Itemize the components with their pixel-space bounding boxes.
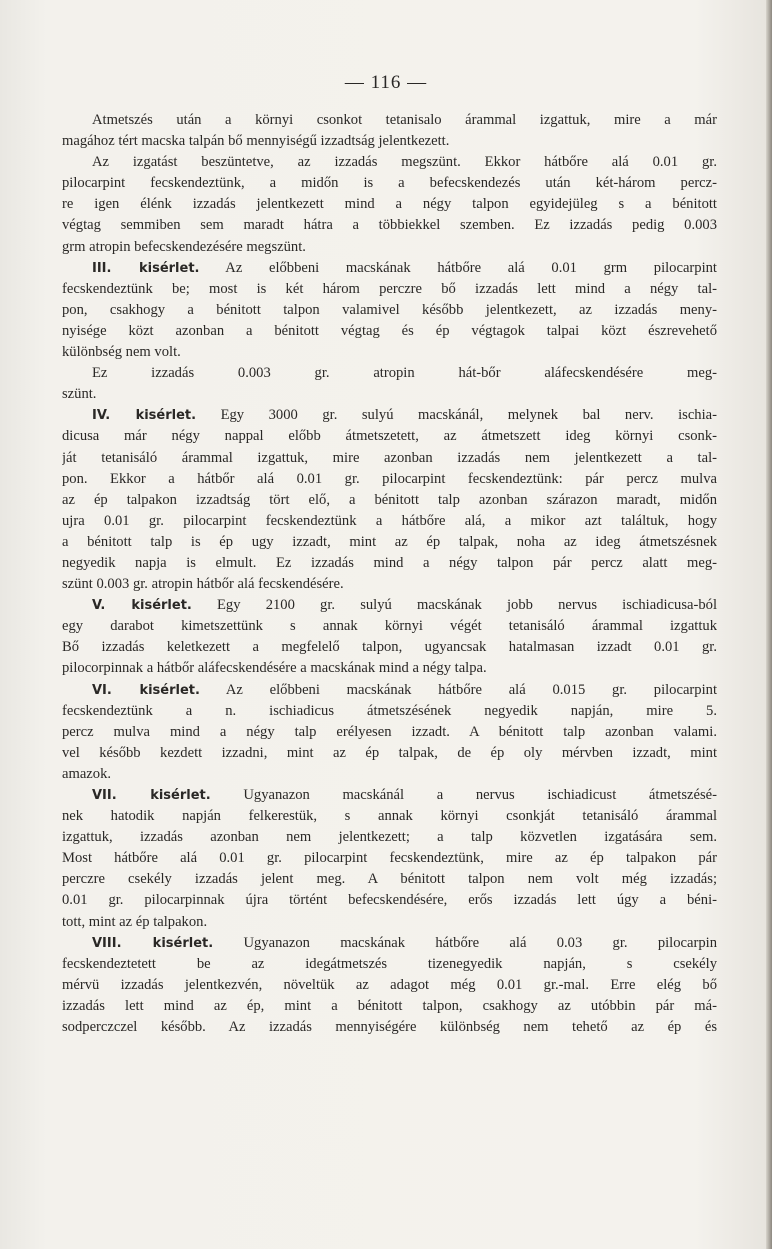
line-text: Az előbbeni macskának hátbőre alá 0.01 grm pilocarpint <box>199 259 717 276</box>
line-text: sodperczczel később. Az izzadás mennyiségére különbség nem tehető az ép és <box>62 1019 717 1036</box>
text-line <box>62 553 717 574</box>
text-line <box>62 869 717 890</box>
text-line <box>62 743 717 764</box>
experiment-heading: IV. kisérlet. <box>92 408 197 424</box>
line-text: vel később kezdett izzadni, mint az ép talpak, de ép oly mérvben izzadt, mint <box>62 744 717 761</box>
text-line <box>62 764 717 785</box>
text-line <box>62 806 717 827</box>
line-text: végtag semmiben sem maradt hátra a többiekkel szemben. Ez izzadás pedig 0.003 <box>62 217 717 234</box>
experiment-heading: VII. kisérlet. <box>92 788 211 803</box>
text-line <box>62 469 717 490</box>
text-line <box>62 384 717 405</box>
line-text: Most hátbőre alá 0.01 gr. pilocarpint fecskendeztünk, mire az ép talpakon pár <box>62 850 717 867</box>
line-text: Ez izzadás 0.003 gr. atropin hát-bőr aláfecskendésére meg- <box>92 365 717 382</box>
line-text: mérvü izzadás jelentkezvén, növeltük az adagot még 0.01 gr.-mal. Erre elég bő <box>62 976 717 993</box>
text-line <box>62 658 717 679</box>
text-line <box>62 363 717 384</box>
experiment-heading: III. kisérlet. <box>92 260 200 276</box>
line-text: a bénitott talp is ép ugy izzadt, mint az ép talpak, noha az ideg átmetszésnek <box>62 533 717 550</box>
text-line <box>62 131 717 152</box>
line-text: percz mulva mind a négy talp erélyesen izzadt. A bénitott talp azonban valami. <box>62 723 717 740</box>
text-line <box>62 933 717 954</box>
line-text: 0.01 gr. pilocarpinnak újra történt befecskendésére, erős izzadás lett úgy a béni- <box>62 892 717 909</box>
text-line <box>62 258 717 279</box>
line-text: nyisége közt azonban a bénitott végtag és ép végtagok talpai közt észrevehető <box>62 322 717 339</box>
experiment-heading: V. kisérlet. <box>92 598 192 614</box>
body-text <box>62 110 717 1038</box>
page-number: — 116 — <box>344 72 428 93</box>
text-line <box>62 616 717 637</box>
text-line <box>62 448 717 469</box>
text-line <box>62 300 717 321</box>
text-line <box>62 637 717 658</box>
text-line <box>62 574 717 595</box>
line-text: fecskendeztünk a n. ischiadicus átmetszésének negyedik napján, mire 5. <box>62 702 717 719</box>
text-line <box>62 975 717 996</box>
text-line <box>62 194 717 215</box>
line-text: ujra 0.01 gr. pilocarpint fecskendeztünk a hátbőre alá, a mikor azt találtuk, hogy <box>62 512 717 529</box>
line-text: amazok. <box>62 765 112 782</box>
text-line <box>62 722 717 743</box>
text-line <box>62 532 717 553</box>
line-text: dicusa már négy nappal előbb átmetszetett, az átmetszett ideg környi csonk- <box>62 428 717 445</box>
line-text: Ugyanazon macskánál a nervus ischiadicust átmetszésé- <box>210 787 717 803</box>
line-text: tott, mint az ép talpakon. <box>62 913 208 930</box>
line-text: pon, csakhogy a bénitott talpon valamivel később jelentkezett, az izzadás meny- <box>62 301 717 318</box>
text-line <box>62 342 717 363</box>
line-text: fecskendeztetett be az idegátmetszés tizenegyedik napján, s csekély <box>62 955 717 972</box>
text-line <box>62 110 717 131</box>
text-line <box>62 1017 717 1038</box>
text-line <box>62 511 717 532</box>
line-text: re igen élénk izzadás jelentkezett mind a négy talpon egyidejüleg s a bénitott <box>62 196 717 213</box>
line-text: Az izgatást beszüntetve, az izzadás megszünt. Ekkor hátbőre alá 0.01 gr. <box>92 154 717 171</box>
line-text: egy darabot kimetszettünk s annak környi végét tetanisáló árammal izgattuk <box>62 618 717 635</box>
text-line <box>62 490 717 511</box>
experiment-heading: VIII. kisérlet. <box>92 935 214 951</box>
line-text: izzadás lett mind az ép, mint a bénitott talpon, csakhogy az utóbbin pár má- <box>62 997 717 1014</box>
line-text: Ugyanazon macskának hátbőre alá 0.03 gr. pilocarpin <box>213 934 717 951</box>
experiment-heading: VI. kisérlet. <box>92 682 200 698</box>
text-line <box>62 152 717 173</box>
text-line <box>62 680 717 701</box>
line-text: negyedik napja is elmult. Ez izzadás mind a négy talpon pár percz alatt meg- <box>62 554 717 571</box>
line-text: ját tetanisáló árammal izgattuk, mire azonban izzadás nem jelentkezett a tal- <box>62 449 717 466</box>
text-line <box>62 321 717 342</box>
line-text: Egy 3000 gr. sulyú macskánál, melynek bal nerv. ischia- <box>196 407 717 424</box>
text-line <box>62 701 717 722</box>
text-line <box>62 595 717 616</box>
line-text: Bő izzadás keletkezett a megfelelő talpon, ugyancsak hatalmasan izzadt 0.01 gr. <box>62 639 717 656</box>
line-text: szünt 0.003 gr. atropin hátbőr alá fecskendésére. <box>62 576 344 593</box>
line-text: perczre csekély izzadás jelent meg. A bénitott talpon nem volt még izzadás; <box>62 871 717 888</box>
text-line <box>62 215 717 236</box>
text-line <box>62 890 717 911</box>
text-line <box>62 405 717 426</box>
line-text: pon. Ekkor a hátbőr alá 0.01 gr. pilocarpint fecskendeztünk: pár percz mulva <box>62 470 717 487</box>
line-text: Atmetszés után a környi csonkot tetanisalo árammal izgattuk, mire a már <box>92 112 717 128</box>
text-line <box>62 279 717 300</box>
line-text: szünt. <box>62 386 97 403</box>
line-text: pilocarpint fecskendeztünk, a midőn is a befecskendezés után két-három percz- <box>62 175 717 192</box>
line-text: pilocorpinnak a hátbőr aláfecskendésére a macskának mind a négy talpa. <box>62 660 487 677</box>
line-text: különbség nem volt. <box>62 344 181 361</box>
line-text: grm atropin befecskendezésére megszünt. <box>62 238 306 255</box>
line-text: Egy 2100 gr. sulyú macskának jobb nervus ischiadicusa-ból <box>191 597 717 614</box>
text-line <box>62 426 717 447</box>
text-line <box>62 954 717 975</box>
line-text: az ép talpakon izzadtság tört elő, a bénitott talp azonban szárazon maradt, midőn <box>62 491 717 508</box>
text-line <box>62 173 717 194</box>
line-text: izgattuk, izzadás azonban nem jelentkezett; a talp közvetlen izgatására sem. <box>62 829 717 846</box>
text-line <box>62 827 717 848</box>
line-text: Az előbbeni macskának hátbőre alá 0.015 gr. pilocarpint <box>199 681 717 698</box>
text-line <box>62 912 717 933</box>
text-line <box>62 785 717 806</box>
page-spine-edge <box>766 0 772 1249</box>
text-line <box>62 848 717 869</box>
line-text: fecskendeztünk be; most is két három perczre bő izzadás lett mind a négy tal- <box>62 280 717 297</box>
text-line <box>62 237 717 258</box>
line-text: nek hatodik napján felkerestük, s annak környi csonkját tetanisáló árammal <box>62 808 717 825</box>
text-line <box>62 996 717 1017</box>
line-text: magához tért macska talpán bő mennyiségű izzadtság jelentkezett. <box>62 133 450 150</box>
